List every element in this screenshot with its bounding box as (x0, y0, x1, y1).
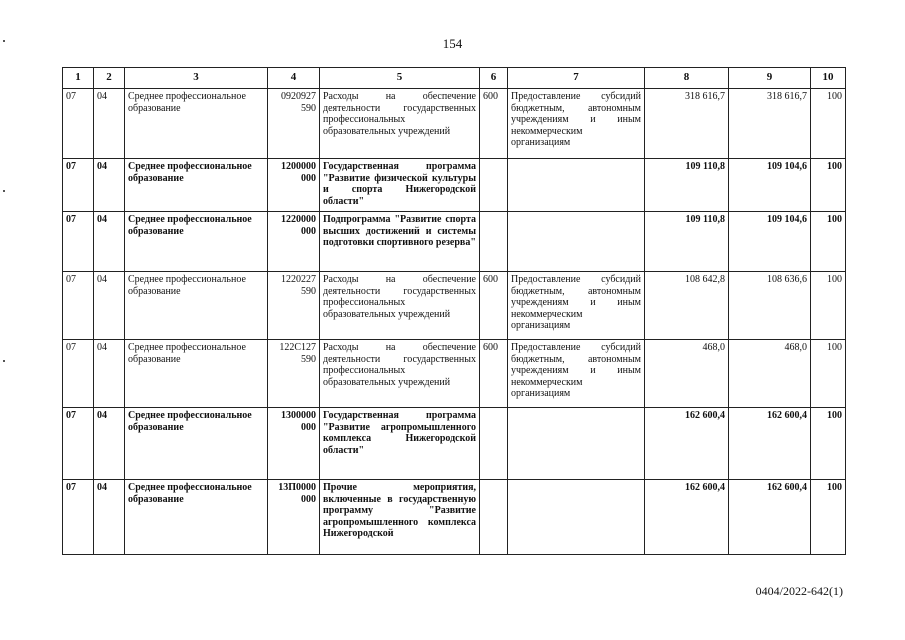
actual-amount-cell: 109 104,6 (729, 212, 811, 272)
expense-type-name-cell: Предоставление субсидий бюджетным, автономным учреждениям и иным некоммерческим организациям (508, 272, 645, 340)
section-name-cell: Среднее профессиональное образование (125, 212, 268, 272)
section-name-cell: Среднее профессиональное образование (125, 272, 268, 340)
column-header: 4 (268, 68, 320, 89)
expense-type-name-cell (508, 480, 645, 555)
target-article-name-cell: Прочие мероприятия, включенные в государственную программу "Развитие агропромышленного комплекса Нижегородской (320, 480, 480, 555)
subsection-code-cell: 04 (94, 89, 125, 159)
target-article-code-cell: 1220000 000 (268, 212, 320, 272)
column-header: 1 (63, 68, 94, 89)
section-code-cell: 07 (63, 408, 94, 480)
subsection-code-cell: 04 (94, 408, 125, 480)
execution-percent-cell: 100 (811, 340, 846, 408)
column-header: 2 (94, 68, 125, 89)
planned-amount-cell: 468,0 (645, 340, 729, 408)
table-row (63, 408, 846, 480)
target-article-name-cell: Расходы на обеспечение деятельности государственных профессиональных образовательных учреждений (320, 272, 480, 340)
execution-percent-cell: 100 (811, 159, 846, 212)
column-header: 5 (320, 68, 480, 89)
budget-table (62, 67, 846, 555)
execution-percent-cell: 100 (811, 89, 846, 159)
table-header-row (63, 68, 846, 89)
table-row (63, 89, 846, 159)
section-code-cell: 07 (63, 159, 94, 212)
actual-amount-cell: 468,0 (729, 340, 811, 408)
table-row (63, 480, 846, 555)
section-code-cell: 07 (63, 340, 94, 408)
section-name-cell: Среднее профессиональное образование (125, 340, 268, 408)
execution-percent-cell: 100 (811, 408, 846, 480)
section-name-cell: Среднее профессиональное образование (125, 480, 268, 555)
subsection-code-cell: 04 (94, 272, 125, 340)
column-header: 3 (125, 68, 268, 89)
table-row (63, 340, 846, 408)
target-article-code-cell: 1300000 000 (268, 408, 320, 480)
target-article-code-cell: 13П0000 000 (268, 480, 320, 555)
target-article-code-cell: 1200000 000 (268, 159, 320, 212)
expense-type-code-cell (480, 408, 508, 480)
subsection-code-cell: 04 (94, 480, 125, 555)
planned-amount-cell: 162 600,4 (645, 480, 729, 555)
expense-type-name-cell (508, 408, 645, 480)
execution-percent-cell: 100 (811, 480, 846, 555)
subsection-code-cell: 04 (94, 212, 125, 272)
planned-amount-cell: 109 110,8 (645, 159, 729, 212)
column-header: 9 (729, 68, 811, 89)
planned-amount-cell: 162 600,4 (645, 408, 729, 480)
table-row (63, 212, 846, 272)
target-article-name-cell: Государственная программа "Развитие агропромышленного комплекса Нижегородской области" (320, 408, 480, 480)
section-name-cell: Среднее профессиональное образование (125, 159, 268, 212)
target-article-code-cell: 0920927 590 (268, 89, 320, 159)
execution-percent-cell: 100 (811, 272, 846, 340)
target-article-name-cell: Расходы на обеспечение деятельности государственных профессиональных образовательных учреждений (320, 340, 480, 408)
expense-type-code-cell: 600 (480, 89, 508, 159)
column-header: 10 (811, 68, 846, 89)
expense-type-name-cell (508, 159, 645, 212)
target-article-name-cell: Подпрограмма "Развитие спорта высших достижений и системы подготовки спортивного резерва" (320, 212, 480, 272)
section-code-cell: 07 (63, 212, 94, 272)
expense-type-code-cell (480, 159, 508, 212)
expense-type-name-cell (508, 212, 645, 272)
actual-amount-cell: 109 104,6 (729, 159, 811, 212)
planned-amount-cell: 108 642,8 (645, 272, 729, 340)
target-article-code-cell: 1220227 590 (268, 272, 320, 340)
actual-amount-cell: 162 600,4 (729, 408, 811, 480)
subsection-code-cell: 04 (94, 159, 125, 212)
scan-mark (3, 360, 5, 362)
expense-type-name-cell: Предоставление субсидий бюджетным, автономным учреждениям и иным некоммерческим организациям (508, 89, 645, 159)
section-name-cell: Среднее профессиональное образование (125, 408, 268, 480)
column-header: 7 (508, 68, 645, 89)
actual-amount-cell: 108 636,6 (729, 272, 811, 340)
document-code: 0404/2022-642(1) (755, 584, 843, 598)
planned-amount-cell: 109 110,8 (645, 212, 729, 272)
page-number: 154 (442, 36, 463, 51)
target-article-name-cell: Государственная программа "Развитие физической культуры и спорта Нижегородской области" (320, 159, 480, 212)
column-header: 8 (645, 68, 729, 89)
section-code-cell: 07 (63, 89, 94, 159)
section-code-cell: 07 (63, 272, 94, 340)
actual-amount-cell: 162 600,4 (729, 480, 811, 555)
table-row (63, 272, 846, 340)
section-name-cell: Среднее профессиональное образование (125, 89, 268, 159)
section-code-cell: 07 (63, 480, 94, 555)
planned-amount-cell: 318 616,7 (645, 89, 729, 159)
subsection-code-cell: 04 (94, 340, 125, 408)
target-article-name-cell: Расходы на обеспечение деятельности государственных профессиональных образовательных учреждений (320, 89, 480, 159)
expense-type-name-cell: Предоставление субсидий бюджетным, автономным учреждениям и иным некоммерческим организациям (508, 340, 645, 408)
execution-percent-cell: 100 (811, 212, 846, 272)
actual-amount-cell: 318 616,7 (729, 89, 811, 159)
expense-type-code-cell (480, 212, 508, 272)
table-row (63, 159, 846, 212)
scan-mark (3, 190, 5, 192)
expense-type-code-cell: 600 (480, 272, 508, 340)
expense-type-code-cell: 600 (480, 340, 508, 408)
column-header: 6 (480, 68, 508, 89)
target-article-code-cell: 122С127 590 (268, 340, 320, 408)
expense-type-code-cell (480, 480, 508, 555)
